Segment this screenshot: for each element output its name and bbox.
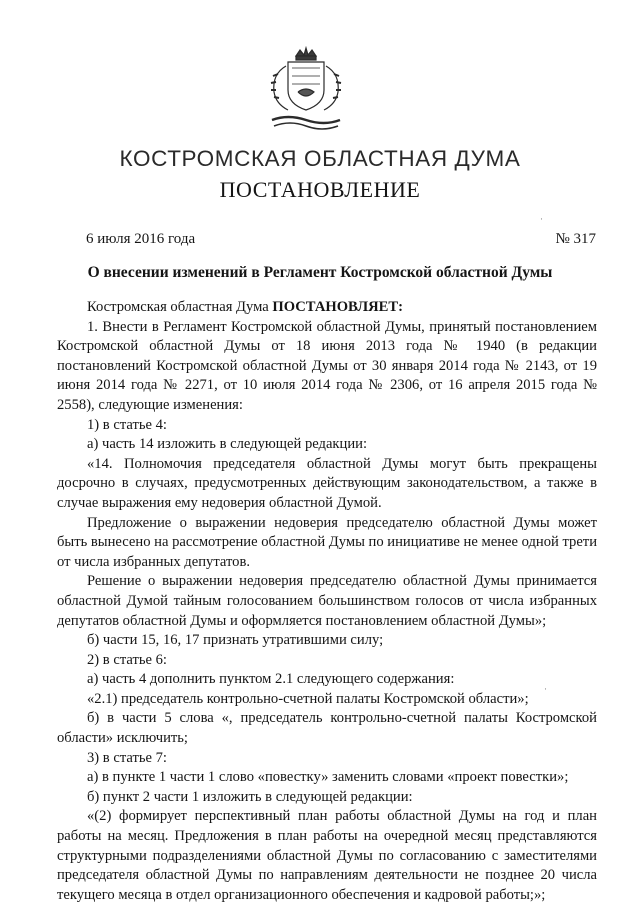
document-title: О внесении изменений в Регламент Костромской областной Думы — [87, 264, 553, 281]
paragraph: «2.1) председатель контрольно-счетной палаты Костромской области»; — [87, 690, 529, 707]
paragraph: «(2) формирует перспективный план работы областной Думы на год и план работы на месяц. Предложения в план работы на очередной месяц представляются структурными подразделениями областной Думы по согласованию с заместителями председателя областной Думы по направлениям деятельности не позднее 20 числа текущего месяца в отдел организационного обеспечения и кадровой работы;»; — [57, 808, 597, 903]
scan-speck: · — [540, 214, 543, 224]
paragraph: б) части 15, 16, 17 признать утратившими силу; — [87, 632, 384, 649]
document-body — [57, 298, 597, 905]
paragraph: а) часть 14 изложить в следующей редакции: — [87, 436, 368, 453]
paragraph: а) в пункте 1 части 1 слово «повестку» заменить словами «проект повестки»; — [87, 769, 569, 786]
paragraph: а) часть 4 дополнить пунктом 2.1 следующего содержания: — [87, 671, 455, 688]
document-date: 6 июля 2016 года — [86, 231, 196, 247]
organization-name: КОСТРОМСКАЯ ОБЛАСТНАЯ ДУМА — [119, 146, 521, 171]
paragraph: 1) в статье 4: — [87, 416, 167, 433]
paragraph: б) в части 5 слова «, председатель контрольно-счетной палаты Костромской области» исключить; — [57, 710, 597, 747]
paragraph: Предложение о выражении недоверия председателю областной Думы может быть вынесено на рассмотрение областной Думы по инициативе не менее одной трети от числа избранных депутатов. — [57, 514, 597, 570]
paragraph: 3) в статье 7: — [87, 749, 167, 766]
preamble-verb: ПОСТАНОВЛЯЕТ: — [272, 299, 403, 315]
paragraph: «14. Полномочия председателя областной Думы могут быть прекращены досрочно в случаях, предусмотренных действующим законодательством, а также в случае выражения ему недоверия областной Думой. — [57, 455, 597, 511]
paragraph: 2) в статье 6: — [87, 651, 167, 668]
preamble-subject: Костромская областная Дума — [87, 299, 269, 315]
scan-speck: · — [544, 684, 547, 694]
paragraph: б) пункт 2 части 1 изложить в следующей редакции: — [87, 788, 413, 805]
coat-of-arms-icon — [258, 46, 354, 136]
document-type: ПОСТАНОВЛЕНИЕ — [219, 177, 421, 202]
paragraph: Решение о выражении недоверия председателю областной Думы принимается областной Думой тайным голосованием большинством голосов от числа избранных депутатов областной Думы и оформляется постановлением областной Думы»; — [57, 573, 597, 629]
paragraph: 1. Внести в Регламент Костромской областной Думы, принятый постановлением Костромской областной Думы от 18 июня 2013 года № 1940 (в редакции постановлений Костромской областной Думы от 30 января 2014 года № 2143, от 19 июня 2014 года № 2271, от 10 июля 2014 года № 2306, от 16 апреля 2015 года № 2558), следующие изменения: — [57, 318, 597, 413]
document-number: № 317 — [555, 231, 596, 247]
preamble — [57, 298, 597, 318]
